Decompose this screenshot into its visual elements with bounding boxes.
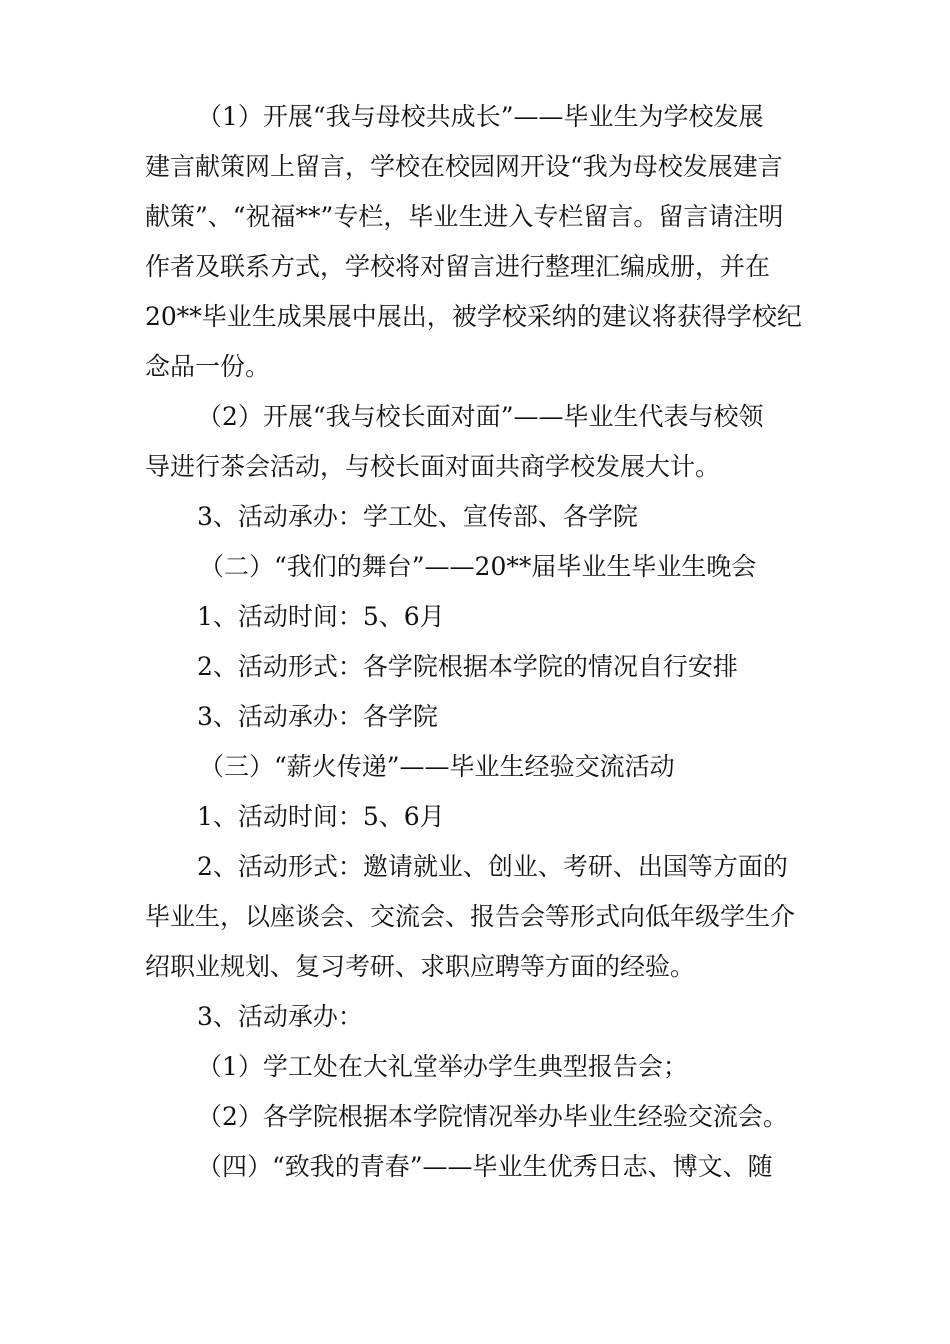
section-heading: （二）“我们的舞台”——20**届毕业生毕业生晚会 (199, 552, 757, 581)
paragraph-line: 2、活动形式：各学院根据本学院的情况自行安排 (197, 652, 738, 681)
paragraph-line: 3、活动承办：各学院 (197, 702, 438, 731)
paragraph-line: 3、活动承办：学工处、宣传部、各学院 (197, 502, 638, 531)
paragraph-line: 献策”、“祝福**”专栏，毕业生进入专栏留言。留言请注明 (145, 202, 784, 231)
paragraph-line: 2、活动形式：邀请就业、创业、考研、出国等方面的 (197, 852, 788, 881)
paragraph-line: 20**毕业生成果展中展出，被学校采纳的建议将获得学校纪 (145, 302, 802, 331)
paragraph-line: （2）各学院根据本学院情况举办毕业生经验交流会。 (197, 1102, 788, 1131)
paragraph-line: 作者及联系方式，学校将对留言进行整理汇编成册，并在 (145, 252, 771, 281)
paragraph-line: 导进行茶会活动，与校长面对面共商学校发展大计。 (145, 452, 721, 481)
paragraph-line: 念品一份。 (145, 352, 271, 381)
paragraph-line: 毕业生，以座谈会、交流会、报告会等形式向低年级学生介 (145, 902, 796, 931)
paragraph-line: 建言献策网上留言，学校在校园网开设“我为母校发展建言 (145, 152, 783, 181)
document-body (145, 92, 810, 1192)
paragraph-line: 1、活动时间：5、6月 (197, 802, 445, 831)
paragraph-line: 绍职业规划、复习考研、求职应聘等方面的经验。 (145, 952, 696, 981)
section-heading: （三）“薪火传递”——毕业生经验交流活动 (199, 752, 675, 781)
paragraph-line: （2）开展“我与校长面对面”——毕业生代表与校领 (197, 402, 764, 431)
section-heading: （四）“致我的青春”——毕业生优秀日志、博文、随 (197, 1152, 773, 1181)
paragraph-line: （1）开展“我与母校共成长”——毕业生为学校发展 (197, 102, 764, 131)
paragraph-line: 3、活动承办： (197, 1002, 363, 1031)
paragraph-line: （1）学工处在大礼堂举办学生典型报告会； (197, 1052, 688, 1081)
paragraph-line: 1、活动时间：5、6月 (197, 602, 445, 631)
